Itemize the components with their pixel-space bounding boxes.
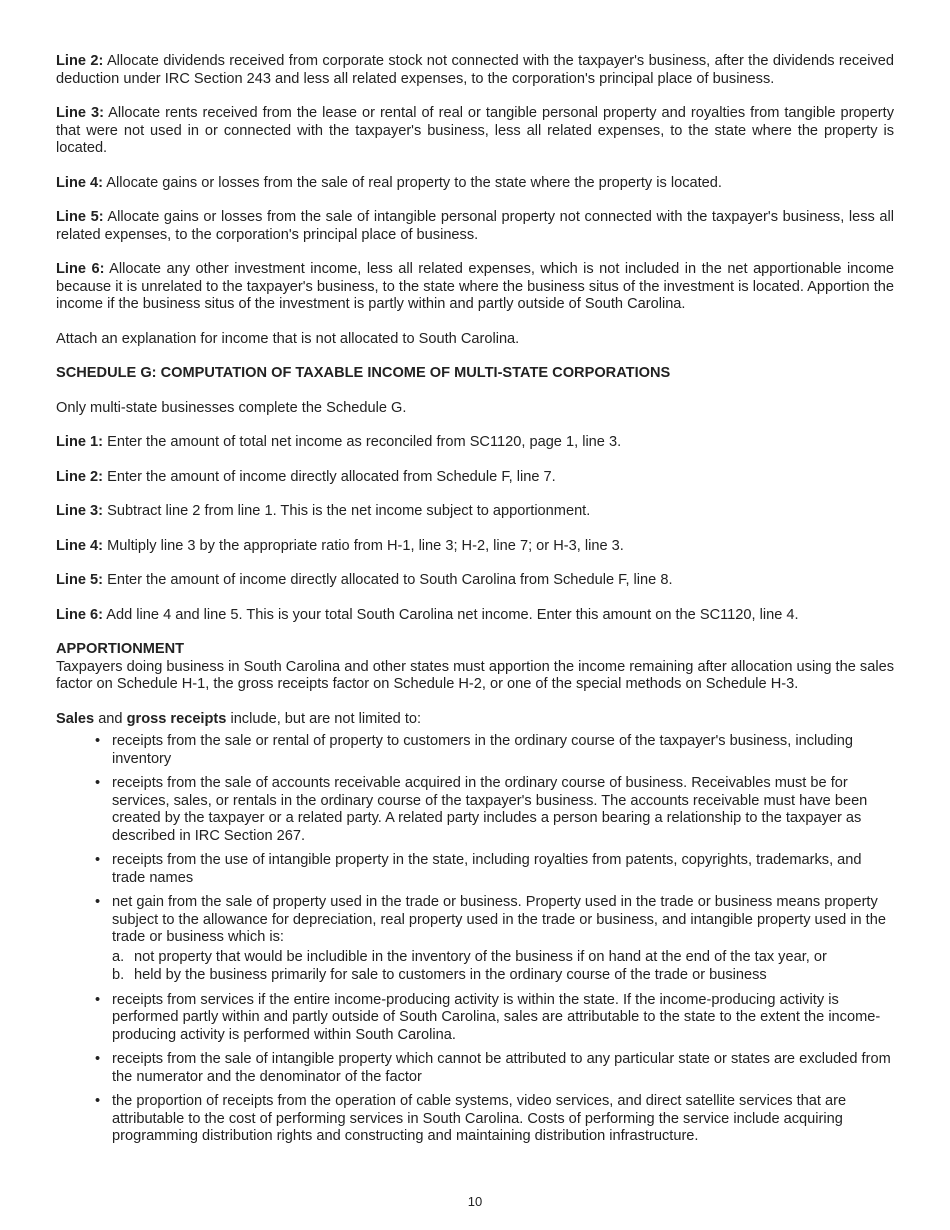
list-item: • the proportion of receipts from the operation of cable systems, video services, and direct satellite services that are attributable to the cost of performing services in South Carolina. Costs of performing the service include acquiring programming distribution rights and constructing and maintaining distribution infrastructure. [112, 1093, 894, 1146]
sub-list-item: a. not property that would be includible in the inventory of the business if on hand at the end of the tax year, or [112, 948, 827, 965]
schedule-g-line-4: Line 4: Multiply line 3 by the appropriate ratio from H-1, line 3; H-2, line 7; or H-3, line 3. [56, 537, 624, 554]
page-content [56, 53, 894, 1153]
list-item: • receipts from services if the entire income-producing activity is within the state. If the income-producing activity is performed partly within and partly outside of South Carolina, sales are attributable to the state to the extent the income-producing activity is performed within South Carolina. [112, 992, 894, 1045]
attach-note: Attach an explanation for income that is not allocated to South Carolina. [56, 330, 520, 347]
sub-list-item: b. held by the business primarily for sale to customers in the ordinary course of the trade or business [112, 967, 767, 983]
list-item: • receipts from the sale of accounts receivable acquired in the ordinary course of business. Receivables must be for services, sales, or rentals in the ordinary course of the taxpayer's business. The accounts receivable must have been created by the taxpayer or a related party. A related party includes a person bearing a relationship to the taxpayer as described in IRC Section 267. [112, 775, 894, 845]
schedule-g-line-5: Line 5: Enter the amount of income directly allocated to South Carolina from Schedule F, line 8. [56, 572, 673, 588]
list-item: • receipts from the sale or rental of property to customers in the ordinary course of the taxpayer's business, including inventory [112, 733, 894, 768]
allocation-line-2: Line 2: Allocate dividends received from corporate stock not connected with the taxpayer's business, after the dividends received deduction under IRC Section 243 and less all related expenses, to the corporation's principal place of business. [56, 53, 895, 87]
schedule-g-heading: SCHEDULE G: COMPUTATION OF TAXABLE INCOME OF MULTI-STATE CORPORATIONS [56, 365, 671, 381]
list-item: • receipts from the use of intangible property in the state, including royalties from patents, copyrights, trademarks, and trade names [112, 852, 894, 887]
sales-bullet-list [56, 733, 894, 1146]
schedule-g-line-3: Line 3: Subtract line 2 from line 1. This is the net income subject to apportionment. [56, 503, 591, 519]
list-item: • receipts from the sale of intangible property which cannot be attributed to any particular state or states are excluded from the numerator and the denominator of the factor [112, 1051, 894, 1086]
schedule-g-line-6: Line 6: Add line 4 and line 5. This is your total South Carolina net income. Enter this amount on the SC1120, line 4. [56, 606, 799, 623]
sales-intro: Sales and gross receipts include, but are not limited to: [56, 710, 422, 727]
apportionment-text: Taxpayers doing business in South Carolina and other states must apportion the income remaining after allocation using the sales factor on Schedule H-1, the gross receipts factor on Schedule H-2, or one of the special methods on Schedule H-3. [56, 658, 894, 692]
allocation-line-4: Line 4: Allocate gains or losses from the sale of real property to the state where the property is located. [56, 174, 722, 191]
schedule-g-intro: Only multi-state businesses complete the Schedule G. [56, 399, 407, 416]
page-number: 10 [467, 1194, 483, 1209]
list-item: • net gain from the sale of property used in the trade or business. Property used in the trade or business means property subject to the allowance for depreciation, real property used in the trade or business, and intangible property used in the trade or business which is: a. not property that would be includible in the inventory of the business if on hand at the end of the tax year, or b. held by the business primarily for sale to customers in the ordinary course of the trade or business [112, 894, 894, 985]
allocation-line-3: Line 3: Allocate rents received from the lease or rental of real or tangible personal property and royalties from tangible property that were not used in or connected with the taxpayer's business, less all related expenses, to the state where the property is located. [56, 105, 894, 156]
schedule-g-line-2: Line 2: Enter the amount of income directly allocated from Schedule F, line 7. [56, 468, 556, 485]
allocation-line-6: Line 6: Allocate any other investment income, less all related expenses, which is not included in the net apportionable income because it is unrelated to the taxpayer's business, to the state where the business situs of the investment is located. Apportion the income if the business situs of the investment is partly within and partly outside of South Carolina. [56, 261, 895, 312]
apportionment-heading: APPORTIONMENT [56, 641, 185, 657]
schedule-g-line-1: Line 1: Enter the amount of total net income as reconciled from SC1120, page 1, line 3. [56, 434, 622, 450]
property-sub-list [112, 949, 894, 985]
allocation-line-5: Line 5: Allocate gains or losses from the sale of intangible personal property not connected with the taxpayer's business, less all related expenses, to the corporation's principal place of business. [56, 209, 895, 243]
